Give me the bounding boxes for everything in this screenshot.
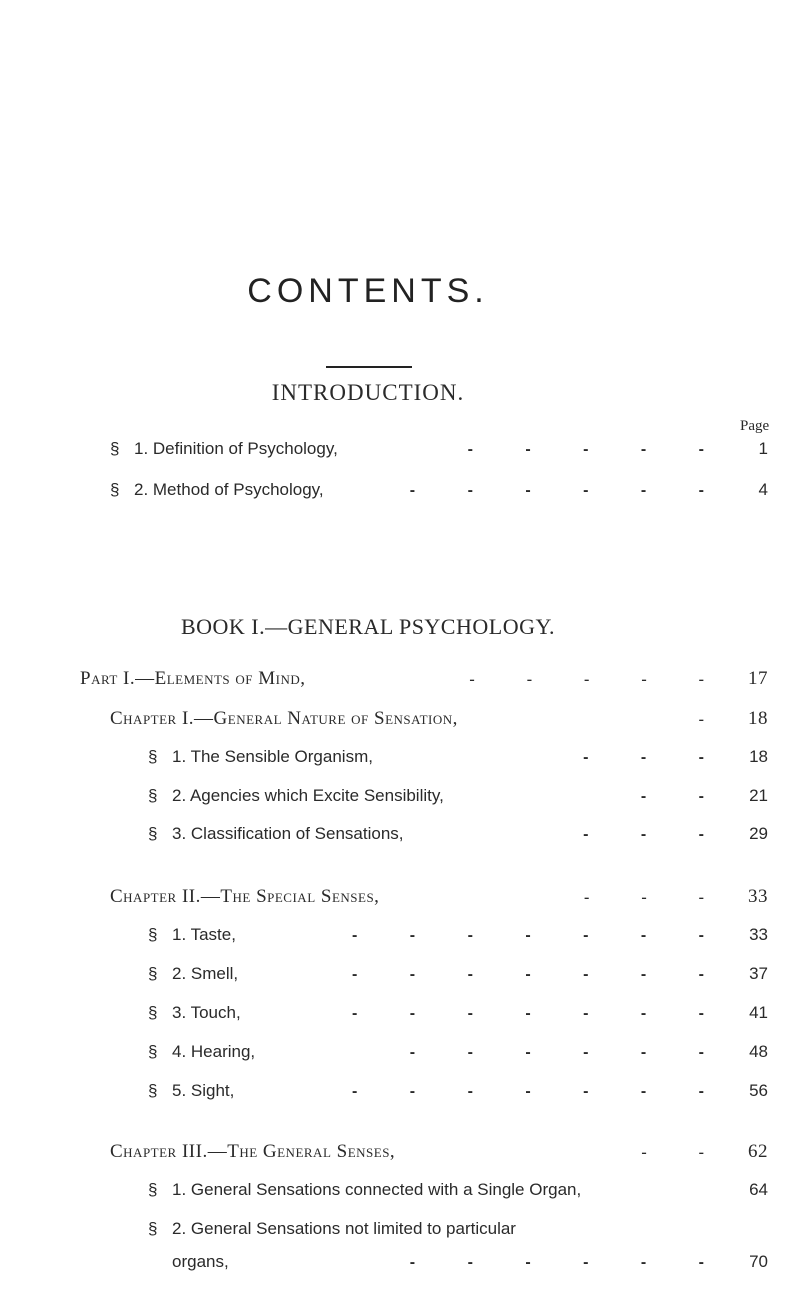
toc-entry-ch3-s1[interactable] (148, 1180, 768, 1206)
leader-dots: - (698, 711, 728, 728)
toc-entry-title: 3. Classification of Sensations, (172, 824, 404, 843)
toc-entry-title: 3. Touch, (172, 1003, 241, 1022)
section-mark: § (148, 1081, 158, 1100)
toc-entry-title: 2. Agencies which Excite Sensibility, (172, 786, 444, 805)
leader-dots: - - - - - - - (352, 966, 728, 983)
toc-entry-chapter-1[interactable] (110, 708, 768, 734)
leader-dots: - - (640, 788, 728, 805)
leader-dots: - - (641, 1144, 728, 1161)
toc-entry-ch2-s3[interactable] (148, 1003, 768, 1029)
leader-dots: - - - (583, 749, 728, 766)
page-number: 18 (749, 747, 768, 766)
section-mark: § (148, 824, 158, 843)
page-number: 64 (749, 1180, 768, 1199)
toc-entry-title: 2. Smell, (172, 964, 239, 983)
section-mark: § (148, 786, 158, 805)
section-mark: § (110, 439, 120, 458)
toc-entry-intro-1[interactable] (110, 439, 768, 465)
toc-entry-ch2-s2[interactable] (148, 964, 768, 990)
leader-dots: - - - (584, 889, 728, 906)
book-heading: BOOK I.—GENERAL PSYCHOLOGY. (180, 614, 556, 639)
toc-entry-title: 2. General Sensations not limited to particular (172, 1219, 516, 1238)
leader-dots: - - - - - - (409, 1044, 728, 1061)
page-column-label: Page (740, 418, 770, 434)
toc-entry-part-1[interactable] (80, 668, 768, 694)
toc-entry-ch2-s4[interactable] (148, 1042, 768, 1068)
toc-entry-chapter-3[interactable] (110, 1141, 768, 1167)
page-number: 1 (758, 439, 768, 458)
leader-dots: - - - - - - (409, 1254, 728, 1271)
page-number: 41 (749, 1003, 768, 1022)
heading-rule (326, 366, 412, 368)
leader-dots: - - - - - (469, 671, 728, 688)
toc-entry-title: 5. Sight, (172, 1081, 235, 1100)
leader-dots: - - - - - - - (352, 1083, 728, 1100)
toc-entry-title: 1. General Sensations connected with a Single Organ, (172, 1180, 582, 1199)
section-mark: § (148, 747, 158, 766)
toc-entry-title: 1. The Sensible Organism, (172, 747, 373, 766)
leader-dots: - - - - - (467, 441, 728, 458)
page-number: 70 (749, 1252, 768, 1271)
toc-entry-ch2-s1[interactable] (148, 925, 768, 951)
section-mark: § (148, 964, 158, 983)
toc-entry-ch1-s3[interactable] (148, 824, 768, 850)
toc-entry-intro-2[interactable] (110, 480, 768, 506)
page-number: 21 (749, 786, 768, 805)
toc-entry-title: Part I.—Elements of Mind, (80, 668, 306, 689)
page-number: 18 (748, 708, 768, 729)
toc-entry-ch1-s2[interactable] (148, 786, 768, 812)
toc-entry-title: 2. Method of Psychology, (134, 480, 324, 499)
page-number: 48 (749, 1042, 768, 1061)
section-mark: § (148, 1219, 158, 1238)
contents-heading: CONTENTS. (247, 272, 489, 310)
leader-dots: - - - - - - (409, 482, 728, 499)
toc-entry-ch2-s5[interactable] (148, 1081, 768, 1107)
toc-entry-title-continuation: organs, (172, 1252, 229, 1271)
leader-dots: - - - - - - - (352, 927, 728, 944)
page-number: 37 (749, 964, 768, 983)
leader-dots: - - - (583, 826, 728, 843)
page-number: 56 (749, 1081, 768, 1100)
leader-dots: - - - - - - - (352, 1005, 728, 1022)
page-number: 33 (748, 886, 768, 907)
toc-entry-ch1-s1[interactable] (148, 747, 768, 773)
section-mark: § (148, 1003, 158, 1022)
toc-entry-chapter-2[interactable] (110, 886, 768, 912)
introduction-heading: INTRODUCTION. (271, 380, 465, 405)
page-number: 17 (748, 668, 768, 689)
toc-entry-title: Chapter I.—General Nature of Sensation, (110, 708, 458, 729)
toc-entry-title: Chapter III.—The General Senses, (110, 1141, 396, 1162)
toc-entry-ch3-s2-continuation[interactable] (172, 1252, 768, 1278)
section-mark: § (148, 1180, 158, 1199)
section-mark: § (148, 925, 158, 944)
page-number: 29 (749, 824, 768, 843)
toc-entry-title: 1. Taste, (172, 925, 236, 944)
toc-entry-ch3-s2[interactable] (148, 1219, 768, 1245)
toc-entry-title: 4. Hearing, (172, 1042, 256, 1061)
toc-entry-title: Chapter II.—The Special Senses, (110, 886, 380, 907)
section-mark: § (110, 480, 120, 499)
section-mark: § (148, 1042, 158, 1061)
page-number: 62 (748, 1141, 768, 1162)
page-number: 33 (749, 925, 768, 944)
page-number: 4 (758, 480, 768, 499)
toc-entry-title: 1. Definition of Psychology, (134, 439, 338, 458)
